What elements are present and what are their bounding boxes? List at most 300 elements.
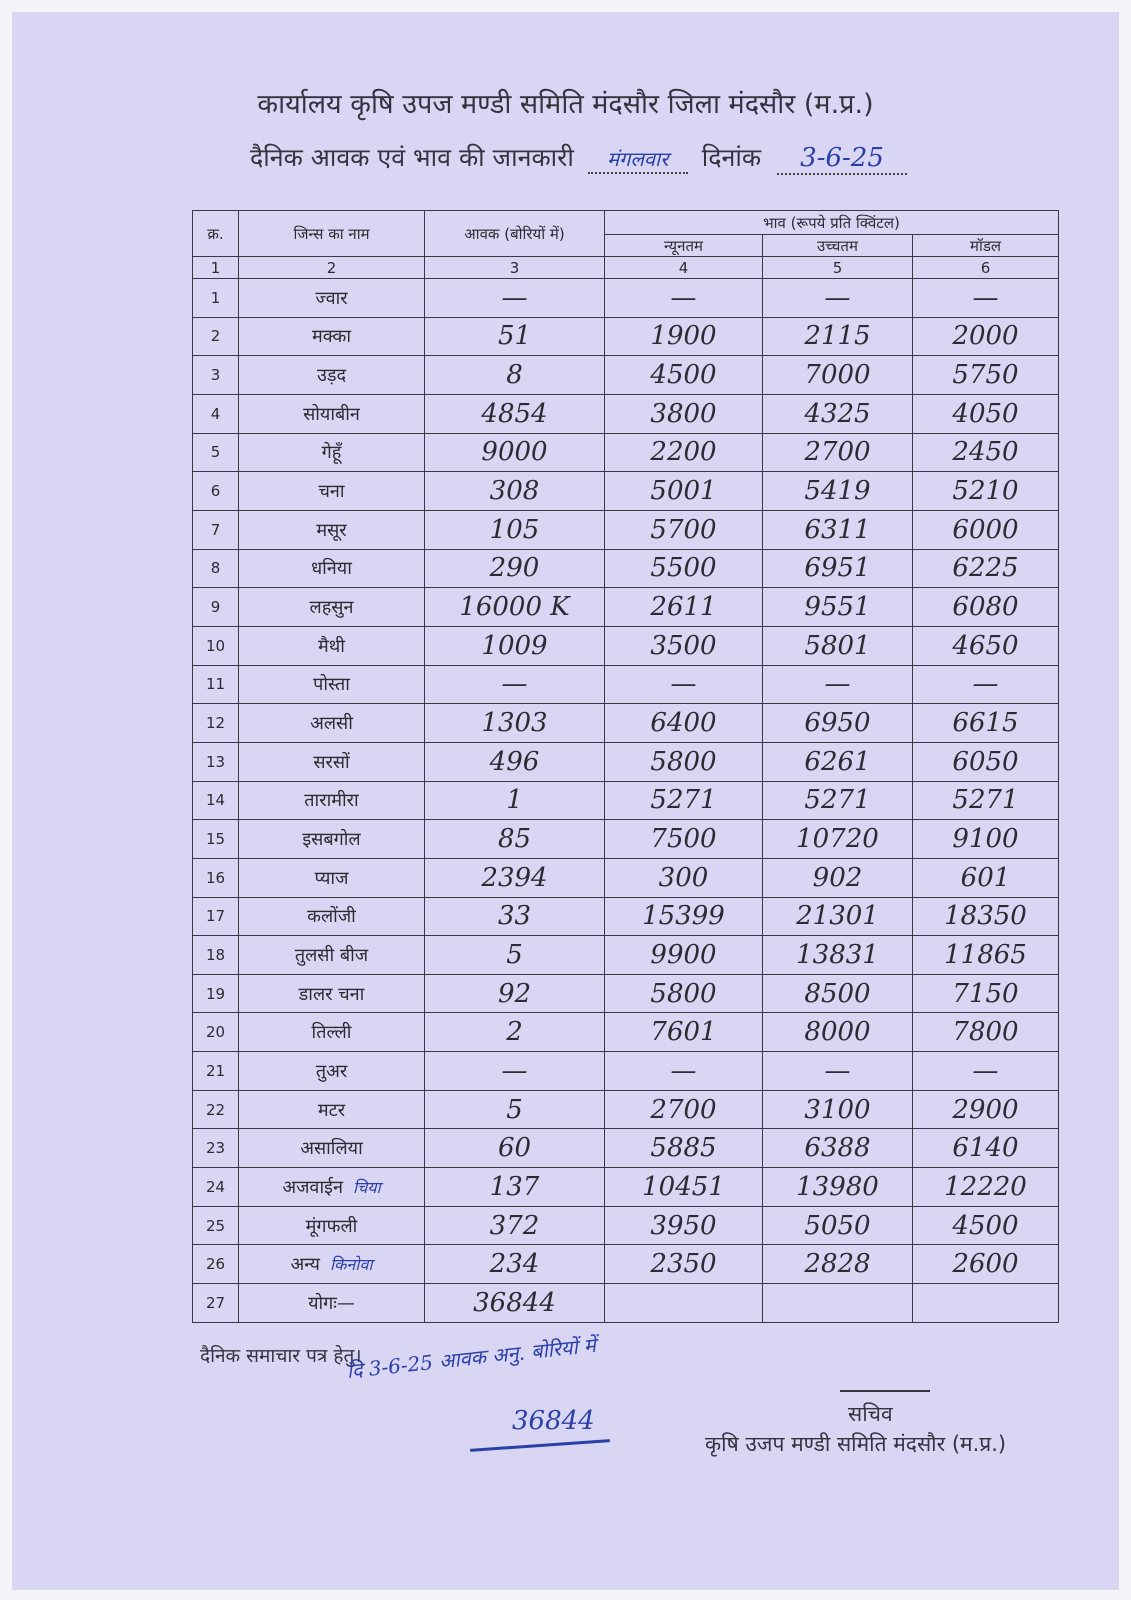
info-label: दैनिक आवक एवं भाव की जानकारी	[250, 143, 574, 172]
row-sn	[193, 356, 239, 395]
row-max-price-text: 2115	[804, 321, 871, 352]
row-min-price	[605, 472, 763, 511]
row-arrival	[425, 704, 605, 743]
row-max-price-text: 6388	[804, 1133, 871, 1164]
row-min-price-text: 5885	[650, 1133, 717, 1164]
row-max-price-text: 2700	[804, 437, 871, 468]
header-modal: मॉडल	[913, 235, 1059, 257]
row-modal-price-text: 9100	[952, 824, 1019, 855]
row-arrival	[425, 433, 605, 472]
row-sn	[193, 742, 239, 781]
row-arrival	[425, 1245, 605, 1284]
row-max-price	[763, 510, 913, 549]
row-commodity-name-text: तुअर	[315, 1060, 348, 1082]
row-modal-price	[913, 588, 1059, 627]
row-modal-price	[913, 549, 1059, 588]
row-max-price-text: 5050	[804, 1210, 871, 1241]
table-row	[193, 1129, 1059, 1168]
row-modal-price-text: 7150	[952, 978, 1019, 1009]
row-max-price	[763, 704, 913, 743]
row-modal-price-text: 4050	[952, 398, 1019, 429]
row-arrival-text: 496	[489, 746, 540, 777]
row-sn-text: 25	[205, 1216, 226, 1235]
row-arrival-text: 105	[489, 514, 540, 545]
row-modal-price	[913, 394, 1059, 433]
column-number: 5	[763, 257, 913, 279]
handwritten-day: मंगलवार	[588, 145, 688, 174]
row-max-price-text: 8000	[804, 1017, 871, 1048]
row-modal-price	[913, 665, 1059, 704]
row-modal-price-text: —	[972, 669, 999, 700]
row-arrival-text: 16000 K	[459, 592, 570, 623]
row-min-price	[605, 1245, 763, 1284]
row-commodity-name	[239, 1129, 425, 1168]
row-arrival-text: 372	[489, 1210, 540, 1241]
row-commodity-name	[239, 781, 425, 820]
row-arrival	[425, 549, 605, 588]
row-max-price	[763, 433, 913, 472]
row-commodity-name	[239, 510, 425, 549]
row-commodity-name-text: डालर चना	[298, 983, 365, 1005]
row-commodity-name	[239, 1206, 425, 1245]
row-max-price-text: 2828	[804, 1249, 871, 1280]
header-price-group: भाव (रूपये प्रति क्विंटल)	[605, 211, 1059, 235]
row-sn	[193, 549, 239, 588]
row-sn	[193, 433, 239, 472]
row-min-price-text: 5271	[650, 785, 717, 816]
row-min-price-text: 7500	[650, 824, 717, 855]
row-modal-price-text: 7800	[952, 1017, 1019, 1048]
row-arrival-text: —	[501, 282, 528, 313]
row-min-price	[605, 781, 763, 820]
row-commodity-name-text: मैथी	[318, 635, 345, 657]
row-modal-price	[913, 510, 1059, 549]
row-sn-text: 14	[205, 791, 226, 810]
row-modal-price-text: 601	[960, 862, 1011, 893]
table-row	[193, 1013, 1059, 1052]
row-commodity-name	[239, 626, 425, 665]
table-row	[193, 665, 1059, 704]
handwritten-note: दि 3-6-25 आवक अनु. बोरियों में	[345, 1332, 597, 1384]
row-sn	[193, 1245, 239, 1284]
row-modal-price	[913, 1284, 1059, 1323]
row-arrival-text: 5	[506, 1094, 523, 1125]
row-commodity-name	[239, 858, 425, 897]
table-row	[193, 626, 1059, 665]
row-arrival	[425, 279, 605, 318]
row-modal-price-text: 2000	[952, 321, 1019, 352]
table-row	[193, 936, 1059, 975]
row-sn	[193, 1090, 239, 1129]
row-max-price	[763, 1013, 913, 1052]
row-min-price-text: 5700	[650, 514, 717, 545]
row-arrival	[425, 781, 605, 820]
table-row	[193, 1090, 1059, 1129]
row-modal-price-text: 5750	[952, 360, 1019, 391]
row-modal-price	[913, 936, 1059, 975]
table-row	[193, 279, 1059, 318]
row-modal-price-text: 5210	[952, 476, 1019, 507]
row-commodity-name	[239, 820, 425, 859]
row-max-price	[763, 781, 913, 820]
row-min-price	[605, 588, 763, 627]
row-min-price	[605, 742, 763, 781]
row-modal-price-text: 11865	[944, 939, 1027, 970]
row-arrival-text: 8	[506, 360, 523, 391]
row-sn-text: 6	[210, 482, 221, 501]
row-modal-price	[913, 1090, 1059, 1129]
row-max-price-text: 6951	[804, 553, 871, 584]
row-modal-price	[913, 1206, 1059, 1245]
row-modal-price-text: 6000	[952, 514, 1019, 545]
row-max-price	[763, 1129, 913, 1168]
row-min-price-text: 3500	[650, 630, 717, 661]
row-min-price-text: —	[670, 669, 697, 700]
handwritten-name-note: चिया	[352, 1177, 381, 1197]
row-max-price-text: 3100	[804, 1094, 871, 1125]
row-modal-price-text: 5271	[952, 785, 1019, 816]
row-arrival	[425, 1013, 605, 1052]
row-sn	[193, 936, 239, 975]
row-arrival-text: 234	[489, 1249, 540, 1280]
row-max-price	[763, 742, 913, 781]
row-arrival	[425, 897, 605, 936]
row-sn	[193, 472, 239, 511]
row-commodity-name	[239, 549, 425, 588]
column-number: 1	[193, 257, 239, 279]
column-number: 6	[913, 257, 1059, 279]
row-commodity-name-text: मटर	[317, 1099, 346, 1121]
row-min-price	[605, 1052, 763, 1091]
row-sn	[193, 317, 239, 356]
row-max-price	[763, 974, 913, 1013]
row-arrival	[425, 1052, 605, 1091]
row-sn-text: 11	[205, 675, 226, 694]
row-min-price-text: 5500	[650, 553, 717, 584]
row-modal-price	[913, 1168, 1059, 1207]
row-sn	[193, 1129, 239, 1168]
row-modal-price-text: 2450	[952, 437, 1019, 468]
row-min-price	[605, 1090, 763, 1129]
row-max-price	[763, 588, 913, 627]
rates-table	[192, 210, 1059, 1323]
column-number-row	[193, 257, 1059, 279]
row-arrival	[425, 665, 605, 704]
row-max-price	[763, 820, 913, 859]
column-number: 3	[425, 257, 605, 279]
row-min-price	[605, 1206, 763, 1245]
row-max-price-text: 21301	[796, 901, 879, 932]
row-arrival	[425, 356, 605, 395]
row-min-price	[605, 433, 763, 472]
row-min-price	[605, 1129, 763, 1168]
row-sn-text: 20	[205, 1023, 226, 1042]
row-arrival-text: 1	[506, 785, 523, 816]
row-min-price	[605, 1013, 763, 1052]
row-sn	[193, 781, 239, 820]
row-min-price-text: 4500	[650, 360, 717, 391]
row-arrival	[425, 858, 605, 897]
table-row	[193, 1052, 1059, 1091]
row-commodity-name	[239, 1052, 425, 1091]
row-modal-price	[913, 279, 1059, 318]
row-arrival	[425, 1090, 605, 1129]
row-min-price	[605, 704, 763, 743]
row-sn	[193, 974, 239, 1013]
row-sn-text: 21	[205, 1061, 226, 1080]
row-arrival	[425, 1129, 605, 1168]
row-sn-text: 17	[205, 907, 226, 926]
row-modal-price	[913, 858, 1059, 897]
row-max-price-text: —	[824, 669, 851, 700]
row-arrival	[425, 1168, 605, 1207]
row-modal-price	[913, 317, 1059, 356]
column-number: 2	[239, 257, 425, 279]
row-sn-text: 16	[205, 868, 226, 887]
handwritten-total: 36844	[512, 1406, 595, 1436]
row-modal-price-text: 12220	[944, 1171, 1027, 1202]
row-arrival-text: —	[501, 1055, 528, 1086]
row-max-price	[763, 858, 913, 897]
row-max-price-text: 8500	[804, 978, 871, 1009]
row-sn	[193, 626, 239, 665]
row-commodity-name-text: पोस्ता	[313, 674, 350, 696]
row-sn	[193, 394, 239, 433]
row-sn-text: 26	[205, 1255, 226, 1274]
row-modal-price	[913, 1013, 1059, 1052]
row-commodity-name	[239, 897, 425, 936]
row-modal-price-text: 18350	[944, 901, 1027, 932]
row-arrival-text: 33	[497, 901, 532, 932]
row-sn	[193, 820, 239, 859]
row-sn	[193, 588, 239, 627]
row-commodity-name-text: मक्का	[311, 326, 352, 348]
header-name: जिन्स का नाम	[239, 211, 425, 257]
row-sn	[193, 510, 239, 549]
row-max-price-text: 6950	[804, 708, 871, 739]
row-min-price	[605, 665, 763, 704]
row-commodity-name	[239, 974, 425, 1013]
row-min-price-text: 1900	[650, 321, 717, 352]
row-commodity-name	[239, 936, 425, 975]
row-arrival-text: 2394	[481, 862, 548, 893]
row-min-price-text: —	[670, 1055, 697, 1086]
row-modal-price-text: 6140	[952, 1133, 1019, 1164]
table-row	[193, 1245, 1059, 1284]
table-row	[193, 510, 1059, 549]
row-sn-text: 12	[205, 714, 226, 733]
handwritten-name-note: किनोवा	[330, 1255, 373, 1275]
row-commodity-name-text: अजवाईन	[282, 1176, 343, 1198]
signatory-office: कृषि उजप मण्डी समिति मंदसौर (म.प्र.)	[705, 1432, 1007, 1456]
row-commodity-name-text: तुलसी बीज	[294, 944, 369, 966]
row-max-price-text: 5419	[804, 476, 871, 507]
row-arrival-text: 5	[506, 939, 523, 970]
row-max-price	[763, 665, 913, 704]
row-commodity-name	[239, 742, 425, 781]
row-min-price-text: 5800	[650, 746, 717, 777]
table-row	[193, 1206, 1059, 1245]
row-modal-price	[913, 781, 1059, 820]
row-modal-price-text: 4500	[952, 1210, 1019, 1241]
row-sn	[193, 897, 239, 936]
row-arrival-text: 60	[497, 1133, 532, 1164]
row-arrival-text: 51	[497, 321, 532, 352]
row-commodity-name	[239, 588, 425, 627]
row-modal-price-text: 6225	[952, 553, 1019, 584]
row-sn-text: 7	[210, 520, 221, 539]
row-arrival	[425, 742, 605, 781]
info-line	[250, 140, 907, 175]
row-commodity-name	[239, 433, 425, 472]
signature	[840, 1374, 930, 1392]
row-sn	[193, 1206, 239, 1245]
row-arrival	[425, 394, 605, 433]
row-commodity-name	[239, 665, 425, 704]
row-min-price-text: 6400	[650, 708, 717, 739]
row-arrival-text: 2	[506, 1017, 523, 1048]
row-sn-text: 9	[210, 598, 221, 617]
row-sn-text: 2	[210, 327, 221, 346]
row-max-price	[763, 394, 913, 433]
row-arrival	[425, 1284, 605, 1323]
row-max-price	[763, 1168, 913, 1207]
row-commodity-name	[239, 704, 425, 743]
document-sheet	[12, 12, 1119, 1590]
row-sn	[193, 1052, 239, 1091]
table-row	[193, 394, 1059, 433]
row-sn-text: 4	[210, 404, 221, 423]
row-commodity-name-text: अलसी	[310, 713, 353, 735]
row-sn	[193, 1284, 239, 1323]
row-min-price	[605, 394, 763, 433]
row-commodity-name-text: सरसों	[313, 751, 350, 773]
row-max-price	[763, 1206, 913, 1245]
row-sn	[193, 704, 239, 743]
row-max-price-text: 6311	[804, 514, 871, 545]
row-sn	[193, 279, 239, 318]
row-sn-text: 1	[210, 288, 221, 307]
row-commodity-name-text: कलोंजी	[307, 906, 356, 928]
row-min-price-text: 3950	[650, 1210, 717, 1241]
row-commodity-name	[239, 472, 425, 511]
row-min-price	[605, 820, 763, 859]
table-row	[193, 549, 1059, 588]
row-max-price	[763, 626, 913, 665]
row-arrival-text: 36844	[473, 1288, 556, 1319]
row-max-price-text: 7000	[804, 360, 871, 391]
row-max-price	[763, 936, 913, 975]
table-row	[193, 433, 1059, 472]
header-max: उच्चतम	[763, 235, 913, 257]
row-commodity-name-text: मसूर	[316, 519, 347, 541]
table-row	[193, 472, 1059, 511]
row-max-price	[763, 549, 913, 588]
row-sn-text: 23	[205, 1139, 226, 1158]
row-modal-price	[913, 1245, 1059, 1284]
row-max-price	[763, 317, 913, 356]
row-max-price-text: 5801	[804, 630, 871, 661]
row-max-price-text: 6261	[804, 746, 871, 777]
row-min-price	[605, 626, 763, 665]
row-arrival-text: 290	[489, 553, 540, 584]
row-min-price	[605, 549, 763, 588]
row-arrival-text: 92	[497, 978, 532, 1009]
row-max-price	[763, 1245, 913, 1284]
row-modal-price	[913, 356, 1059, 395]
row-modal-price	[913, 704, 1059, 743]
row-modal-price-text: —	[972, 1055, 999, 1086]
row-sn-text: 27	[205, 1294, 226, 1313]
row-min-price-text: 15399	[642, 901, 725, 932]
row-max-price-text: —	[824, 282, 851, 313]
row-commodity-name-text: प्याज	[314, 867, 349, 889]
row-max-price-text: 5271	[804, 785, 871, 816]
row-modal-price	[913, 1052, 1059, 1091]
handwritten-date: 3-6-25	[777, 143, 907, 175]
row-arrival	[425, 974, 605, 1013]
row-commodity-name	[239, 1284, 425, 1323]
row-min-price	[605, 858, 763, 897]
row-max-price-text: 9551	[804, 592, 871, 623]
row-min-price-text: 3800	[650, 398, 717, 429]
header-sn: क्र.	[193, 211, 239, 257]
row-min-price-text: 9900	[650, 939, 717, 970]
signatory-title: सचिव	[848, 1402, 893, 1426]
row-sn-text: 10	[205, 636, 226, 655]
row-sn	[193, 858, 239, 897]
row-arrival-text: —	[501, 669, 528, 700]
table-row	[193, 820, 1059, 859]
row-min-price	[605, 1168, 763, 1207]
table-row	[193, 356, 1059, 395]
table-row	[193, 742, 1059, 781]
table-row	[193, 974, 1059, 1013]
row-modal-price-text: 6615	[952, 708, 1019, 739]
row-commodity-name-text: तारामीरा	[304, 790, 359, 812]
row-min-price-text: 2700	[650, 1094, 717, 1125]
row-commodity-name-text: इसबगोल	[302, 829, 361, 851]
row-min-price	[605, 936, 763, 975]
row-modal-price	[913, 897, 1059, 936]
row-min-price	[605, 356, 763, 395]
row-sn-text: 19	[205, 984, 226, 1003]
row-commodity-name	[239, 279, 425, 318]
row-commodity-name-text: चना	[318, 481, 345, 503]
row-sn-text: 15	[205, 830, 226, 849]
row-modal-price	[913, 974, 1059, 1013]
row-arrival-text: 308	[489, 476, 540, 507]
row-arrival	[425, 1206, 605, 1245]
row-arrival	[425, 472, 605, 511]
row-arrival	[425, 588, 605, 627]
row-min-price-text: 10451	[642, 1171, 725, 1202]
row-modal-price-text: 4650	[952, 630, 1019, 661]
row-commodity-name-text: लहसुन	[309, 597, 354, 619]
row-min-price	[605, 1284, 763, 1323]
row-min-price	[605, 317, 763, 356]
row-arrival	[425, 626, 605, 665]
row-commodity-name	[239, 394, 425, 433]
row-arrival-text: 1303	[481, 708, 548, 739]
row-modal-price-text: 6050	[952, 746, 1019, 777]
row-min-price	[605, 897, 763, 936]
row-max-price-text: 13831	[796, 939, 879, 970]
row-max-price-text: 4325	[804, 398, 871, 429]
row-modal-price-text: —	[972, 282, 999, 313]
row-sn-text: 3	[210, 366, 221, 385]
row-modal-price-text: 6080	[952, 592, 1019, 623]
